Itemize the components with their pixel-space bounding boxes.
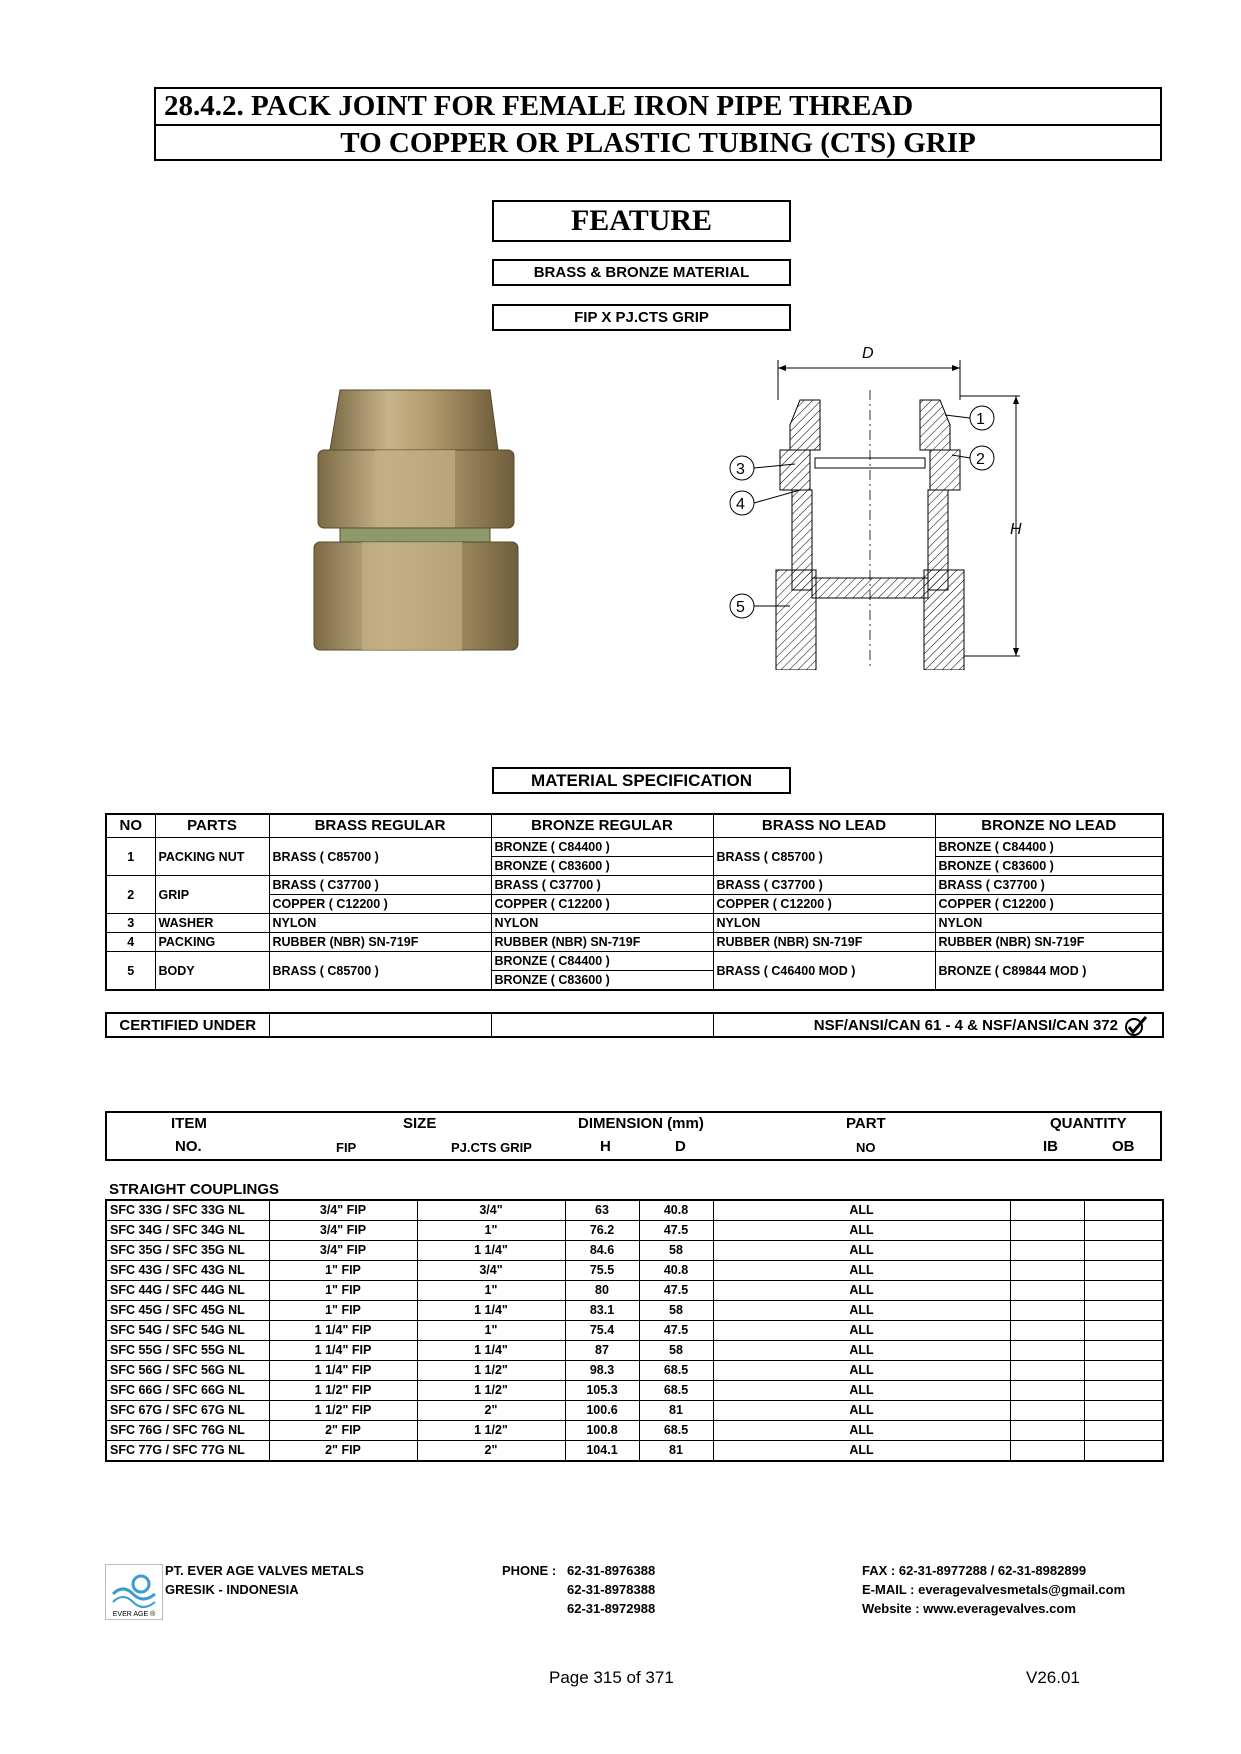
table-cell: ALL — [713, 1441, 1010, 1462]
table-cell: 40.8 — [639, 1261, 713, 1281]
table-cell: 2 — [106, 876, 155, 914]
col-header: BRONZE REGULAR — [491, 814, 713, 838]
table-row — [106, 1200, 1163, 1221]
table-cell — [1084, 1321, 1163, 1341]
table-cell: COPPER ( C12200 ) — [713, 895, 935, 914]
table-cell: ALL — [713, 1261, 1010, 1281]
table-cell: BRASS ( C85700 ) — [269, 838, 491, 876]
header-item: ITEM — [171, 1115, 207, 1132]
table-cell: BRONZE ( C84400 ) — [491, 838, 713, 857]
company-logo — [105, 1564, 163, 1620]
certified-label: CERTIFIED UNDER — [106, 1013, 269, 1037]
table-cell: 5 — [106, 952, 155, 991]
table-cell — [1010, 1341, 1084, 1361]
col-header: NO — [106, 814, 155, 838]
table-row — [106, 1301, 1163, 1321]
table-cell — [1084, 1301, 1163, 1321]
table-cell — [1010, 1401, 1084, 1421]
table-cell: ALL — [713, 1301, 1010, 1321]
certified-value-cell — [713, 1013, 1163, 1037]
table-cell: 75.4 — [565, 1321, 639, 1341]
table-cell: BRONZE ( C83600 ) — [491, 971, 713, 991]
table-cell: 58 — [639, 1301, 713, 1321]
email: E-MAIL : everagevalvesmetals@gmail.com — [862, 1582, 1126, 1597]
table-row — [106, 914, 1163, 933]
table-cell: PACKING — [155, 933, 269, 952]
table-cell: PACKING NUT — [155, 838, 269, 876]
table-cell: SFC 35G / SFC 35G NL — [106, 1241, 269, 1261]
table-cell — [1010, 1441, 1084, 1462]
company-name: PT. EVER AGE VALVES METALS — [165, 1563, 364, 1578]
col-header: BRONZE NO LEAD — [935, 814, 1163, 838]
header-fip: FIP — [336, 1140, 357, 1155]
title-line-1: 28.4.2. PACK JOINT FOR FEMALE IRON PIPE THREAD — [156, 89, 1160, 126]
table-cell: 1 1/2" — [417, 1361, 565, 1381]
table-cell: BRONZE ( C84400 ) — [491, 952, 713, 971]
table-cell — [1010, 1221, 1084, 1241]
table-cell: 104.1 — [565, 1441, 639, 1462]
dimension-header — [105, 1111, 1162, 1161]
table-cell: ALL — [713, 1200, 1010, 1221]
table-cell: 3/4" FIP — [269, 1241, 417, 1261]
header-size: SIZE — [403, 1115, 437, 1132]
table-row — [106, 1341, 1163, 1361]
table-cell — [1084, 1261, 1163, 1281]
table-cell: 1 1/2" — [417, 1381, 565, 1401]
logo-text: EVER AGE ® — [112, 1611, 156, 1618]
table-cell — [1010, 1421, 1084, 1441]
website: Website : www.everagevalves.com — [862, 1601, 1076, 1616]
table-cell: 84.6 — [565, 1241, 639, 1261]
table-cell: 1 1/4" — [417, 1241, 565, 1261]
feature-item-connection: FIP X PJ.CTS GRIP — [492, 304, 791, 331]
callout-5: 5 — [736, 599, 745, 616]
table-cell: RUBBER (NBR) SN-719F — [713, 933, 935, 952]
table-row — [106, 952, 1163, 971]
dim-label-d: D — [862, 345, 874, 362]
table-cell: WASHER — [155, 914, 269, 933]
dimension-table — [105, 1199, 1164, 1462]
table-cell — [1010, 1361, 1084, 1381]
table-cell — [1084, 1221, 1163, 1241]
table-cell — [1010, 1321, 1084, 1341]
header-no: NO. — [175, 1138, 202, 1155]
table-cell: BRASS ( C37700 ) — [713, 876, 935, 895]
table-cell: 47.5 — [639, 1221, 713, 1241]
table-row — [106, 1261, 1163, 1281]
table-cell: 1 1/2" FIP — [269, 1401, 417, 1421]
table-cell: ALL — [713, 1421, 1010, 1441]
table-cell: 4 — [106, 933, 155, 952]
table-cell: SFC 45G / SFC 45G NL — [106, 1301, 269, 1321]
table-cell: BRONZE ( C83600 ) — [935, 857, 1163, 876]
technical-drawing — [720, 340, 1040, 670]
table-row — [106, 1441, 1163, 1462]
table-cell: 2" FIP — [269, 1441, 417, 1462]
feature-item-material: BRASS & BRONZE MATERIAL — [492, 259, 791, 286]
table-cell: BRONZE ( C89844 MOD ) — [935, 952, 1163, 991]
table-row — [106, 1401, 1163, 1421]
table-cell: COPPER ( C12200 ) — [269, 895, 491, 914]
table-cell: 3/4" FIP — [269, 1200, 417, 1221]
table-cell — [1084, 1361, 1163, 1381]
table-cell: 1 1/4" — [417, 1301, 565, 1321]
table-cell: 1" — [417, 1281, 565, 1301]
table-cell: RUBBER (NBR) SN-719F — [491, 933, 713, 952]
header-quantity: QUANTITY — [1050, 1115, 1127, 1132]
col-header: BRASS NO LEAD — [713, 814, 935, 838]
table-cell: 3/4" — [417, 1261, 565, 1281]
table-cell: SFC 76G / SFC 76G NL — [106, 1421, 269, 1441]
table-cell — [1084, 1421, 1163, 1441]
table-cell: RUBBER (NBR) SN-719F — [269, 933, 491, 952]
table-cell: 100.8 — [565, 1421, 639, 1441]
table-cell: 1 1/2" — [417, 1421, 565, 1441]
product-photo — [300, 380, 530, 660]
table-cell: SFC 66G / SFC 66G NL — [106, 1381, 269, 1401]
table-cell — [1084, 1341, 1163, 1361]
table-cell: 2" — [417, 1401, 565, 1421]
table-cell — [1084, 1241, 1163, 1261]
title-box — [154, 87, 1162, 161]
header-dimension: DIMENSION (mm) — [578, 1115, 704, 1132]
table-cell: 75.5 — [565, 1261, 639, 1281]
table-cell: 1 1/4" FIP — [269, 1361, 417, 1381]
table-cell: 58 — [639, 1241, 713, 1261]
table-cell: SFC 67G / SFC 67G NL — [106, 1401, 269, 1421]
table-cell: 1" FIP — [269, 1301, 417, 1321]
table-cell: BRASS ( C37700 ) — [935, 876, 1163, 895]
table-cell — [1084, 1281, 1163, 1301]
table-cell — [1010, 1200, 1084, 1221]
table-cell: COPPER ( C12200 ) — [491, 895, 713, 914]
table-cell: 40.8 — [639, 1200, 713, 1221]
header-part: PART — [846, 1115, 886, 1132]
table-row — [106, 1421, 1163, 1441]
table-cell: 1 1/4" FIP — [269, 1321, 417, 1341]
fax: FAX : 62-31-8977288 / 62-31-8982899 — [862, 1563, 1087, 1578]
table-cell: BRASS ( C37700 ) — [491, 876, 713, 895]
table-cell: SFC 33G / SFC 33G NL — [106, 1200, 269, 1221]
phone-2: 62-31-8978388 — [567, 1582, 656, 1597]
table-cell: 2" — [417, 1441, 565, 1462]
header-pj: PJ.CTS GRIP — [451, 1140, 532, 1155]
table-cell: 47.5 — [639, 1321, 713, 1341]
table-cell: ALL — [713, 1341, 1010, 1361]
table-cell: 58 — [639, 1341, 713, 1361]
table-cell: 81 — [639, 1441, 713, 1462]
table-cell: 63 — [565, 1200, 639, 1221]
table-cell: 1 1/4" FIP — [269, 1341, 417, 1361]
table-cell: 3 — [106, 914, 155, 933]
table-cell: 47.5 — [639, 1281, 713, 1301]
header-ib: IB — [1043, 1138, 1058, 1155]
table-cell: 68.5 — [639, 1421, 713, 1441]
table-cell — [491, 1013, 713, 1037]
table-cell: ALL — [713, 1321, 1010, 1341]
table-cell: 1" — [417, 1221, 565, 1241]
phone-1: 62-31-8976388 — [567, 1563, 656, 1578]
table-cell: NYLON — [491, 914, 713, 933]
table-cell: ALL — [713, 1381, 1010, 1401]
material-spec-table — [105, 813, 1164, 991]
certified-value: NSF/ANSI/CAN 61 - 4 & NSF/ANSI/CAN 372 — [813, 1016, 1118, 1034]
callout-1: 1 — [976, 411, 985, 428]
table-cell: 105.3 — [565, 1381, 639, 1401]
table-cell: 1 — [106, 838, 155, 876]
table-cell: 87 — [565, 1341, 639, 1361]
table-cell: 100.6 — [565, 1401, 639, 1421]
table-cell — [1084, 1381, 1163, 1401]
table-cell: NYLON — [713, 914, 935, 933]
col-header: PARTS — [155, 814, 269, 838]
table-cell: GRIP — [155, 876, 269, 914]
table-cell: BRASS ( C37700 ) — [269, 876, 491, 895]
table-header-row — [106, 814, 1163, 838]
table-row — [106, 1281, 1163, 1301]
phone-3: 62-31-8972988 — [567, 1601, 656, 1616]
table-row — [106, 838, 1163, 857]
table-cell: SFC 44G / SFC 44G NL — [106, 1281, 269, 1301]
table-cell: BRONZE ( C83600 ) — [491, 857, 713, 876]
col-header: BRASS REGULAR — [269, 814, 491, 838]
table-cell: SFC 77G / SFC 77G NL — [106, 1441, 269, 1462]
table-cell: 68.5 — [639, 1381, 713, 1401]
table-row — [106, 1241, 1163, 1261]
table-cell: NYLON — [269, 914, 491, 933]
table-cell: ALL — [713, 1361, 1010, 1381]
table-cell: 1 1/2" FIP — [269, 1381, 417, 1401]
table-row — [106, 1361, 1163, 1381]
table-cell: SFC 34G / SFC 34G NL — [106, 1221, 269, 1241]
material-spec-heading: MATERIAL SPECIFICATION — [492, 767, 791, 794]
certified-table — [105, 1012, 1164, 1038]
table-cell: SFC 54G / SFC 54G NL — [106, 1321, 269, 1341]
header-h: H — [600, 1138, 611, 1155]
table-cell: 1" — [417, 1321, 565, 1341]
table-cell: 81 — [639, 1401, 713, 1421]
table-cell: 1" FIP — [269, 1261, 417, 1281]
table-cell: 1" FIP — [269, 1281, 417, 1301]
table-row — [106, 876, 1163, 895]
header-ob: OB — [1112, 1138, 1135, 1155]
table-row — [106, 933, 1163, 952]
version: V26.01 — [1026, 1668, 1080, 1687]
table-cell: 68.5 — [639, 1361, 713, 1381]
table-cell: BRASS ( C46400 MOD ) — [713, 952, 935, 991]
table-cell: ALL — [713, 1241, 1010, 1261]
table-cell — [1010, 1301, 1084, 1321]
feature-heading: FEATURE — [492, 200, 791, 242]
table-cell: COPPER ( C12200 ) — [935, 895, 1163, 914]
table-cell — [1084, 1441, 1163, 1462]
table-cell: ALL — [713, 1281, 1010, 1301]
table-row — [106, 1221, 1163, 1241]
table-cell: 3/4" FIP — [269, 1221, 417, 1241]
table-cell: 2" FIP — [269, 1421, 417, 1441]
table-cell: SFC 55G / SFC 55G NL — [106, 1341, 269, 1361]
table-cell: BRASS ( C85700 ) — [713, 838, 935, 876]
table-cell — [1084, 1401, 1163, 1421]
table-cell: 3/4" — [417, 1200, 565, 1221]
phone-label: PHONE : — [502, 1563, 557, 1578]
table-cell: BRONZE ( C84400 ) — [935, 838, 1163, 857]
page-number: Page 315 of 371 — [549, 1668, 674, 1687]
table-cell: RUBBER (NBR) SN-719F — [935, 933, 1163, 952]
callout-4: 4 — [736, 496, 745, 513]
table-cell: 76.2 — [565, 1221, 639, 1241]
table-cell: 83.1 — [565, 1301, 639, 1321]
table-row — [106, 1381, 1163, 1401]
table-cell: SFC 43G / SFC 43G NL — [106, 1261, 269, 1281]
table-cell — [1010, 1381, 1084, 1401]
section-label: STRAIGHT COUPLINGS — [109, 1181, 280, 1198]
table-cell — [1010, 1241, 1084, 1261]
table-cell: ALL — [713, 1221, 1010, 1241]
checkmark-icon — [1124, 1015, 1148, 1037]
table-cell: BRASS ( C85700 ) — [269, 952, 491, 991]
table-cell — [1010, 1281, 1084, 1301]
title-line-2: TO COPPER OR PLASTIC TUBING (CTS) GRIP — [340, 127, 976, 159]
header-part-no: NO — [856, 1140, 876, 1155]
header-d: D — [675, 1138, 686, 1155]
table-cell: BODY — [155, 952, 269, 991]
table-cell: 98.3 — [565, 1361, 639, 1381]
table-cell: ALL — [713, 1401, 1010, 1421]
table-cell: NYLON — [935, 914, 1163, 933]
table-cell: 1 1/4" — [417, 1341, 565, 1361]
table-cell — [269, 1013, 491, 1037]
table-row — [106, 1321, 1163, 1341]
callout-2: 2 — [976, 451, 985, 468]
dim-label-h: H — [1010, 521, 1022, 538]
table-cell — [1084, 1200, 1163, 1221]
table-cell: SFC 56G / SFC 56G NL — [106, 1361, 269, 1381]
table-cell — [1010, 1261, 1084, 1281]
certified-row — [106, 1013, 1163, 1037]
company-location: GRESIK - INDONESIA — [165, 1582, 299, 1597]
table-cell: 80 — [565, 1281, 639, 1301]
callout-3: 3 — [736, 461, 745, 478]
